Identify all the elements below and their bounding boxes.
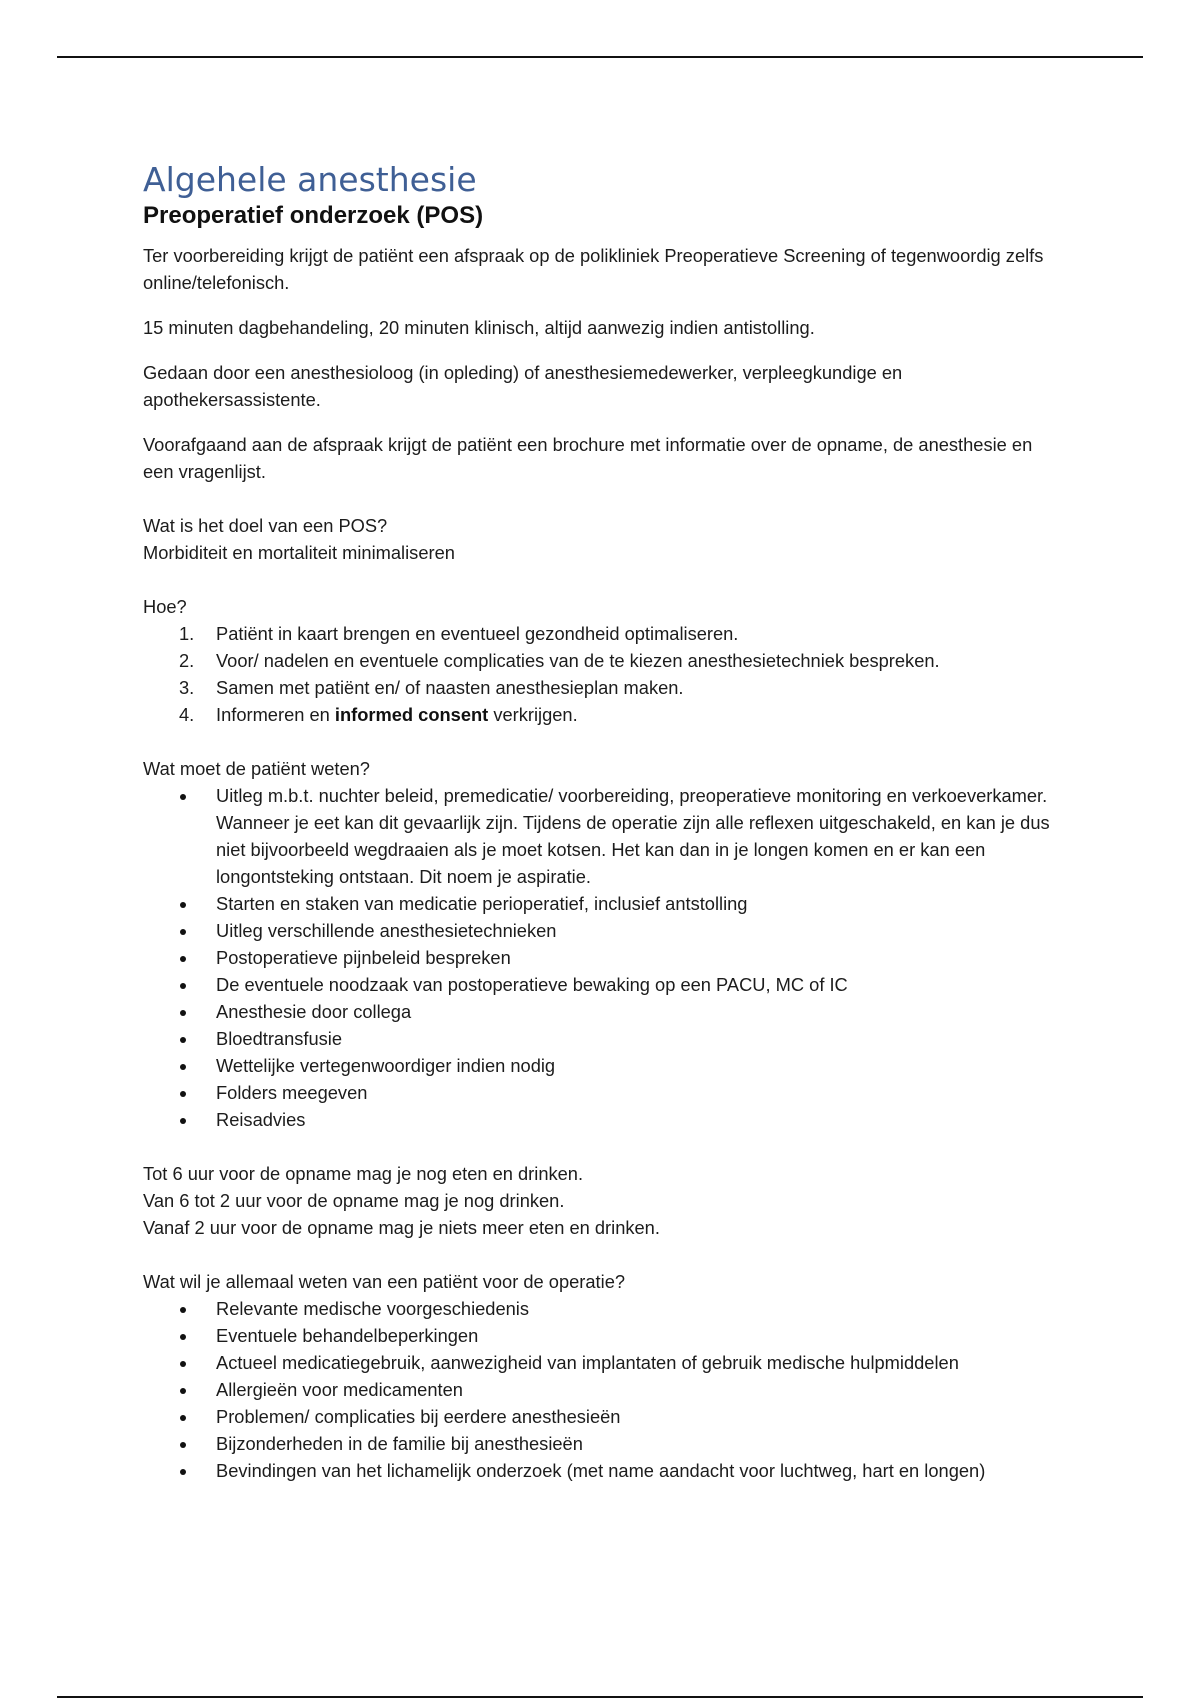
document-body [143, 160, 1063, 1484]
list-item: Problemen/ complicaties bij eerdere anesthesieën [143, 1403, 1063, 1430]
bullet-icon [180, 956, 186, 962]
list-item: Reisadvies [143, 1106, 1063, 1133]
fasting-line: Vanaf 2 uur voor de opname mag je niets meer eten en drinken. [143, 1217, 660, 1238]
bullet-icon [180, 1307, 186, 1313]
paragraph: Ter voorbereiding krijgt de patiënt een afspraak op de polikliniek Preoperatieve Screening of tegenwoordig zelfs online/telefonisch. [143, 245, 1044, 293]
list-number: 1. [179, 623, 195, 644]
list-item: Bloedtransfusie [143, 1025, 1063, 1052]
bullet-icon [180, 1118, 186, 1124]
bullet-icon [180, 1010, 186, 1016]
bullet-icon [180, 929, 186, 935]
fasting-line: Tot 6 uur voor de opname mag je nog eten en drinken. [143, 1163, 584, 1184]
list-item: Postoperatieve pijnbeleid bespreken [143, 944, 1063, 971]
footer-rule [57, 1696, 1143, 1698]
fasting-line: Van 6 tot 2 uur voor de opname mag je nog drinken. [143, 1190, 565, 1211]
bullet-icon [180, 1442, 186, 1448]
list-item: Anesthesie door collega [143, 998, 1063, 1025]
list-number: 2. [179, 650, 195, 671]
page-title: Algehele anesthesie [143, 160, 477, 199]
list-item: 1. Patiënt in kaart brengen en eventueel gezondheid optimaliseren. [143, 620, 1063, 647]
bullet-icon [180, 1037, 186, 1043]
list-item: 4. Informeren en informed consent verkrijgen. [143, 701, 1063, 728]
header-rule [57, 56, 1143, 58]
list-item: Allergieën voor medicamenten [143, 1376, 1063, 1403]
paragraph: Gedaan door een anesthesioloog (in opleding) of anesthesiemedewerker, verpleegkundige en apothekersassistente. [143, 362, 903, 410]
paragraph: 15 minuten dagbehandeling, 20 minuten klinisch, altijd aanwezig indien antistolling. [143, 317, 815, 338]
goal-block [143, 512, 1063, 566]
list-item: Bevindingen van het lichamelijk onderzoek (met name aandacht voor luchtweg, hart en longen) [143, 1457, 1063, 1484]
bullet-icon [180, 1334, 186, 1340]
list-number: 3. [179, 677, 195, 698]
know-list [143, 782, 1063, 1133]
list-item: Wettelijke vertegenwoordiger indien nodig [143, 1052, 1063, 1079]
goal-question: Wat is het doel van een POS? [143, 515, 388, 536]
list-item: Starten en staken van medicatie perioperatief, inclusief antstolling [143, 890, 1063, 917]
list-item: Folders meegeven [143, 1079, 1063, 1106]
list-item: Relevante medische voorgeschiedenis [143, 1295, 1063, 1322]
list-item: Uitleg m.b.t. nuchter beleid, premedicatie/ voorbereiding, preoperatieve monitoring en verkoeverkamer. Wanneer je eet kan dit gevaarlijk zijn. Tijdens de operatie zijn alle reflexen uitgeschakeld, en kan je dus niet bijvoorbeeld wegdraaien als je moet kotsen. Het kan dan in je longen komen en er kan een longontsteking ontstaan. Dit noem je aspiratie. [143, 782, 1063, 890]
list-item: Uitleg verschillende anesthesietechnieken [143, 917, 1063, 944]
list-item: Bijzonderheden in de familie bij anesthesieën [143, 1430, 1063, 1457]
want-list [143, 1295, 1063, 1484]
bullet-icon [180, 794, 186, 800]
how-heading: Hoe? [143, 596, 187, 617]
list-item: 2. Voor/ nadelen en eventuele complicaties van de te kiezen anesthesietechniek bespreken. [143, 647, 1063, 674]
goal-answer: Morbiditeit en mortaliteit minimaliseren [143, 542, 455, 563]
bullet-icon [180, 1091, 186, 1097]
list-item: Eventuele behandelbeperkingen [143, 1322, 1063, 1349]
want-heading: Wat wil je allemaal weten van een patiënt voor de operatie? [143, 1271, 626, 1292]
bullet-icon [180, 983, 186, 989]
bold-term: informed consent [334, 704, 489, 725]
how-list [143, 620, 1063, 728]
know-heading: Wat moet de patiënt weten? [143, 758, 370, 779]
section-heading: Preoperatief onderzoek (POS) [143, 202, 484, 229]
bullet-icon [180, 1064, 186, 1070]
list-item: Actueel medicatiegebruik, aanwezigheid van implantaten of gebruik medische hulpmiddelen [143, 1349, 1063, 1376]
list-item: De eventuele noodzaak van postoperatieve bewaking op een PACU, MC of IC [143, 971, 1063, 998]
bullet-icon [180, 1415, 186, 1421]
bullet-icon [180, 1388, 186, 1394]
paragraph: Voorafgaand aan de afspraak krijgt de patiënt een brochure met informatie over de opname, de anesthesie en een vragenlijst. [143, 434, 1033, 482]
bullet-icon [180, 1469, 186, 1475]
list-item: 3. Samen met patiënt en/ of naasten anesthesieplan maken. [143, 674, 1063, 701]
list-number: 4. [179, 704, 195, 725]
bullet-icon [180, 902, 186, 908]
bullet-icon [180, 1361, 186, 1367]
fasting-block [143, 1160, 1063, 1241]
